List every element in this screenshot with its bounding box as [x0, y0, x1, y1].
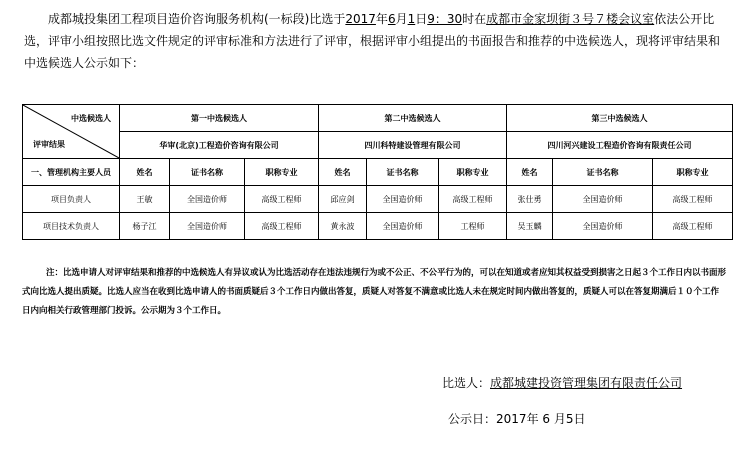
table-cell: 邱应剑 — [319, 186, 367, 213]
table-cell: 高级工程师 — [245, 213, 319, 240]
date-month-unit: 月 — [553, 412, 566, 426]
table-cell: 张仕勇 — [507, 186, 553, 213]
table-cell: 王敏 — [120, 186, 170, 213]
table-row — [23, 186, 733, 213]
date-day-unit: 日 — [573, 412, 586, 426]
intro-paragraph — [24, 8, 729, 74]
selector-line — [442, 374, 682, 391]
date-year-unit: 年 — [526, 412, 539, 426]
table-cell: 全国造价师 — [367, 213, 439, 240]
intro-month-unit: 月 — [395, 12, 408, 26]
candidate-company-3: 四川河兴建设工程造价咨询有限责任公司 — [507, 132, 733, 159]
company-row — [23, 132, 733, 159]
intro-year: 2017 — [345, 12, 376, 26]
table-header-row — [23, 105, 733, 132]
candidate-company-2: 四川科特建设管理有限公司 — [319, 132, 507, 159]
intro-time-unit: 时在 — [462, 12, 487, 26]
publication-date — [448, 410, 586, 427]
col-header-title: 职称专业 — [439, 159, 507, 186]
selector-name: 成都城建投资管理集团有限责任公司 — [490, 376, 683, 390]
corner-top-label: 中选候选人 — [71, 114, 111, 123]
intro-year-unit: 年 — [375, 12, 388, 26]
selector-label: 比选人： — [442, 376, 491, 390]
table-cell: 高级工程师 — [653, 213, 733, 240]
table-cell: 工程师 — [439, 213, 507, 240]
intro-month: 6 — [387, 12, 396, 26]
candidate-rank-2: 第二中选候选人 — [319, 105, 507, 132]
table-cell: 全国造价师 — [553, 213, 653, 240]
table-cell: 全国造价师 — [170, 213, 245, 240]
col-header-name: 姓名 — [120, 159, 170, 186]
table-cell: 高级工程师 — [439, 186, 507, 213]
table-cell: 吴玉麟 — [507, 213, 553, 240]
col-header-cert: 证书名称 — [553, 159, 653, 186]
col-header-name: 姓名 — [319, 159, 367, 186]
column-header-row — [23, 159, 733, 186]
candidate-company-1: 华审(北京)工程造价咨询有限公司 — [120, 132, 319, 159]
table-cell: 全国造价师 — [367, 186, 439, 213]
date-day: 5 — [565, 412, 574, 426]
date-year: 2017 — [496, 412, 527, 426]
table-cell: 全国造价师 — [553, 186, 653, 213]
intro-time: 9：30 — [427, 12, 463, 26]
intro-lead: 成都城投集团工程项目造价咨询服务机构(一标段)比选于 — [48, 12, 346, 26]
objection-note: 注：比选申请人对评审结果和推荐的中选候选人有异议或认为比选活动存在违法违规行为或不公正、不公平行为的，可以在知道或者应知其权益受到损害之日起３个工作日内以书面形式向比选人提出质疑。比选人应当在收到比选申请人的书面质疑后３个工作日内做出答复，质疑人对答复不满意或比选人未在规定时间内做出答复的，质疑人可以在答复期满后１０个工作日内向相关行政管理部门投诉。公示期为３个工作日。 — [22, 268, 727, 316]
date-label: 公示日： — [448, 412, 497, 426]
col-header-cert: 证书名称 — [367, 159, 439, 186]
table-cell: 杨子江 — [120, 213, 170, 240]
date-month: 6 — [542, 412, 551, 426]
candidate-rank-3: 第三中选候选人 — [507, 105, 733, 132]
intro-day-unit: 日 — [415, 12, 428, 26]
row-label: 项目技术负责人 — [23, 213, 120, 240]
intro-rest: 依法公开比选，评审小组按照比选文件规定的评审标准和方法进行了评审，根据评审小组提出的书面报告和推荐的中选候选人，现将评审结果和中选候选人公示如下： — [24, 12, 721, 70]
result-table — [22, 104, 733, 240]
corner-bottom-label: 评审结果 — [33, 140, 65, 149]
table-cell: 高级工程师 — [245, 186, 319, 213]
table-cell: 黄永波 — [319, 213, 367, 240]
col-header-cert: 证书名称 — [170, 159, 245, 186]
section-label: 一、管理机构主要人员 — [23, 159, 120, 186]
table-cell: 全国造价师 — [170, 186, 245, 213]
row-label: 项目负责人 — [23, 186, 120, 213]
candidate-rank-1: 第一中选候选人 — [120, 105, 319, 132]
table-cell: 高级工程师 — [653, 186, 733, 213]
col-header-title: 职称专业 — [245, 159, 319, 186]
col-header-title: 职称专业 — [653, 159, 733, 186]
col-header-name: 姓名 — [507, 159, 553, 186]
intro-day: 1 — [407, 12, 416, 26]
intro-place: 成都市金家坝街３号７楼会议室 — [486, 12, 655, 26]
table-row — [23, 213, 733, 240]
corner-cell — [23, 105, 120, 159]
